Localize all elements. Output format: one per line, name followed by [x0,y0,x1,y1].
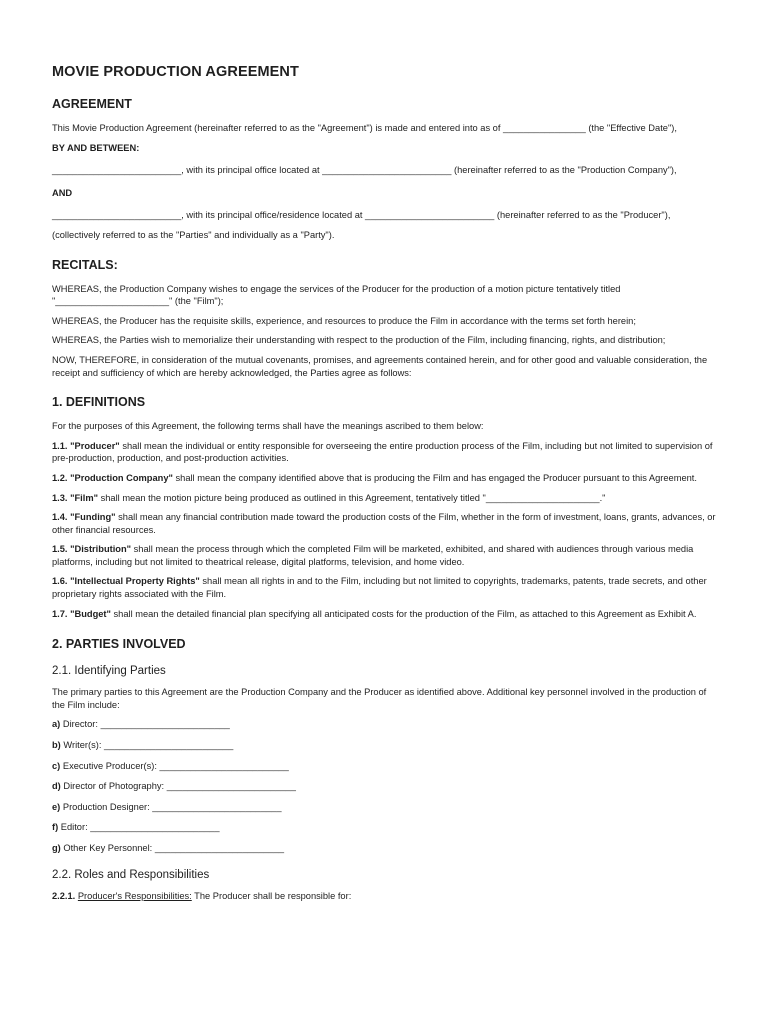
definition-term: 1.7. "Budget" [52,608,111,619]
personnel-list [52,718,720,854]
definitions-intro: For the purposes of this Agreement, the following terms shall have the meanings ascribed to them below: [52,421,484,432]
parties-intro: The primary parties to this Agreement are the Production Company and the Producer as identified above. Additional key personnel involved in the production of the Film include: [52,687,707,710]
recital-item: WHEREAS, the Parties wish to memorialize their understanding with respect to the production of the Film, including financing, rights, and distribution; [52,335,666,346]
recital-item: WHEREAS, the Producer has the requisite skills, experience, and resources to produce the Film in accordance with the terms set forth herein; [52,315,636,326]
document-page [52,64,720,909]
personnel-item: b) Writer(s): _________________________ [52,740,234,751]
definitions-heading: 1. DEFINITIONS [52,395,146,410]
personnel-item: d) Director of Photography: _________________________ [52,781,296,792]
definition-term: 1.1. "Producer" [52,440,120,451]
document-title: MOVIE PRODUCTION AGREEMENT [52,64,299,80]
agreement-intro: This Movie Production Agreement (hereinafter referred to as the "Agreement") is made and entered into as of ________________ (the "Effective Date"), [52,123,677,133]
recital-item: NOW, THEREFORE, in consideration of the mutual covenants, promises, and agreements contained herein, and for other good and valuable consideration, the receipt and sufficiency of which are hereby acknowledged, the Parties agree as follows: [52,354,708,378]
collective-definition: (collectively referred to as the "Parties" and individually as a "Party"). [52,229,335,240]
definition-term: 1.6. "Intellectual Property Rights" [52,576,200,587]
producer-responsibilities: 2.2.1. Producer's Responsibilities: The Producer shall be responsible for: [52,890,352,901]
definition-item: 1.7. "Budget" shall mean the detailed financial plan specifying all anticipated costs for the production of the Film, as attached to this Agreement as Exhibit A. [52,608,697,619]
definition-item: 1.6. "Intellectual Property Rights" shall mean all rights in and to the Film, including but not limited to copyrights, trademarks, patents, trade secrets, and other proprietary rights associated with the Film. [52,576,707,600]
personnel-item: a) Director: _________________________ [52,719,230,730]
definition-item: 1.1. "Producer" shall mean the individual or entity responsible for overseeing the entire production process of the Film, including but not limited to supervision of pre-production, production, and post-production activities. [52,440,713,464]
definition-item: 1.5. "Distribution" shall mean the process through which the completed Film will be marketed, exhibited, and shared with audiences through various media platforms, including but not limited to theatrical release, digital platforms, television, and home video. [52,544,694,567]
definition-term: 1.3. "Film" [52,492,99,503]
recitals-heading: RECITALS: [52,257,118,272]
definition-term: 1.2. "Production Company" [52,472,173,483]
and-label: AND [52,187,73,198]
identifying-parties-heading: 2.1. Identifying Parties [52,665,166,678]
roles-heading: 2.2. Roles and Responsibilities [52,868,210,881]
definition-item: 1.4. "Funding" shall mean any financial contribution made toward the production costs of the Film, whether in the form of investment, loans, grants, advances, or other financial resources. [52,512,716,535]
definition-term: 1.5. "Distribution" [52,544,132,555]
party-production-company: _________________________, with its principal office located at _________________________ (hereinafter referred to as the "Production Company"), [52,165,677,176]
definition-item: 1.2. "Production Company" shall mean the company identified above that is producing the Film and has engaged the Producer pursuant to this Agreement. [52,472,697,483]
personnel-item: e) Production Designer: _________________________ [52,801,282,812]
parties-heading: 2. PARTIES INVOLVED [52,637,186,652]
definition-term: 1.4. "Funding" [52,512,116,523]
personnel-item: f) Editor: _________________________ [52,822,220,833]
party-producer: _________________________, with its principal office/residence located at _________________________ (hereinafter referred to as the "Producer"), [52,210,671,221]
recital-item: WHEREAS, the Production Company wishes to engage the services of the Producer for the production of a motion picture tentatively titled "______________________" (the "Film"); [52,283,621,307]
definition-item: 1.3. "Film" shall mean the motion picture being produced as outlined in this Agreement, tentatively titled "______________________." [52,492,606,503]
personnel-item: g) Other Key Personnel: _________________________ [52,843,285,853]
personnel-item: c) Executive Producer(s): _________________________ [52,760,289,771]
agreement-heading: AGREEMENT [52,97,132,111]
between-label: BY AND BETWEEN: [52,142,140,153]
